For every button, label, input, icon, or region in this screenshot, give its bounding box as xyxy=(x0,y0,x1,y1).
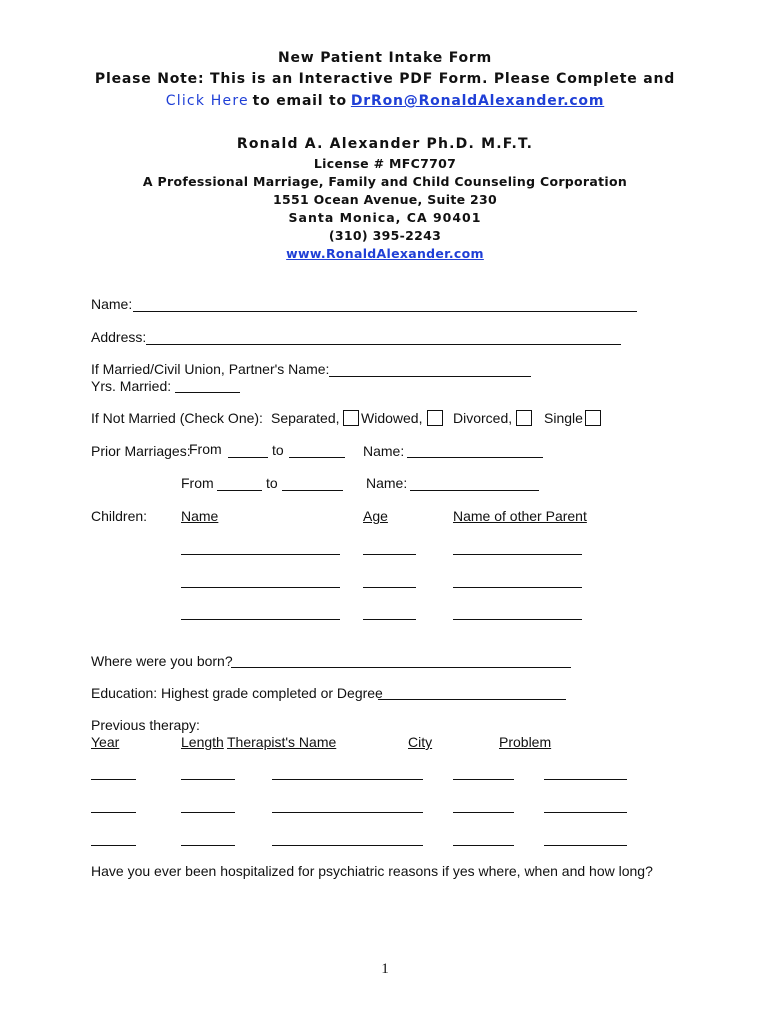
therapy-therapist-header: Therapist's Name xyxy=(227,734,337,750)
hospitalized-question: Have you ever been hospitalized for psychiatric reasons if yes where, when and how long? xyxy=(91,863,653,879)
therapy-city-field-1[interactable] xyxy=(453,779,514,780)
prior-name-label-2: Name: xyxy=(366,475,408,491)
education-label: Education: Highest grade completed or Degree xyxy=(91,685,383,701)
therapy-therapist-field-2[interactable] xyxy=(272,812,423,813)
doctor-name: Ronald A. Alexander Ph.D. M.F.T. xyxy=(236,136,534,152)
therapy-year-field-3[interactable] xyxy=(91,845,136,846)
therapy-problem-field-2[interactable] xyxy=(544,812,627,813)
child-age-field-2[interactable] xyxy=(363,587,416,588)
single-checkbox[interactable] xyxy=(585,410,601,426)
child-name-field-2[interactable] xyxy=(181,587,340,588)
partner-name-field[interactable] xyxy=(329,376,531,377)
child-age-field-3[interactable] xyxy=(363,619,416,620)
previous-therapy-label: Previous therapy: xyxy=(91,717,200,733)
license-number: License # MFC7707 xyxy=(313,156,457,171)
prior-to-label-1: to xyxy=(272,442,284,458)
divorced-label: Divorced, xyxy=(453,410,513,426)
children-name-header: Name xyxy=(181,508,219,524)
form-note: Please Note: This is an Interactive PDF Form. Please Complete and xyxy=(94,71,676,87)
city-state-zip: Santa Monica, CA 90401 xyxy=(288,210,482,225)
separated-label: Separated, xyxy=(271,410,340,426)
prior-from-field-1[interactable] xyxy=(228,457,268,458)
therapy-city-field-2[interactable] xyxy=(453,812,514,813)
therapy-length-field-1[interactable] xyxy=(181,779,235,780)
child-parent-field-2[interactable] xyxy=(453,587,582,588)
years-married-label: Yrs. Married: xyxy=(91,378,172,394)
therapy-problem-field-3[interactable] xyxy=(544,845,627,846)
prior-from-label-2: From xyxy=(181,475,214,491)
address-field[interactable] xyxy=(146,344,621,345)
prior-name-label-1: Name: xyxy=(363,443,405,459)
not-married-label: If Not Married (Check One): xyxy=(91,410,263,426)
divorced-checkbox[interactable] xyxy=(516,410,532,426)
child-parent-field-3[interactable] xyxy=(453,619,582,620)
prior-from-label-1: From xyxy=(189,441,222,457)
prior-to-field-2[interactable] xyxy=(282,490,343,491)
therapy-year-header: Year xyxy=(91,734,120,750)
therapy-length-header: Length xyxy=(181,734,224,750)
single-label: Single xyxy=(544,410,583,426)
children-label: Children: xyxy=(91,508,148,524)
therapy-therapist-field-1[interactable] xyxy=(272,779,423,780)
birthplace-label: Where were you born? xyxy=(91,653,233,669)
children-parent-header: Name of other Parent xyxy=(453,508,587,524)
widowed-label: Widowed, xyxy=(361,410,423,426)
therapy-city-field-3[interactable] xyxy=(453,845,514,846)
therapy-length-field-2[interactable] xyxy=(181,812,235,813)
therapy-therapist-field-3[interactable] xyxy=(272,845,423,846)
corporation-name: A Professional Marriage, Family and Child Counseling Corporation xyxy=(142,174,628,189)
prior-to-field-1[interactable] xyxy=(289,457,345,458)
phone-number: (310) 395-2243 xyxy=(328,228,442,243)
prior-from-field-2[interactable] xyxy=(217,490,262,491)
hospitalized-answer-area[interactable] xyxy=(0,885,770,945)
partner-name-label: If Married/Civil Union, Partner's Name: xyxy=(91,361,330,377)
years-married-field[interactable] xyxy=(175,392,240,393)
street-address: 1551 Ocean Avenue, Suite 230 xyxy=(272,192,498,207)
name-label: Name: xyxy=(91,296,133,312)
child-parent-field-1[interactable] xyxy=(453,554,582,555)
therapy-city-header: City xyxy=(408,734,433,750)
therapy-length-field-3[interactable] xyxy=(181,845,235,846)
therapy-year-field-2[interactable] xyxy=(91,812,136,813)
email-line xyxy=(0,92,770,109)
click-here-link[interactable]: Click Here xyxy=(165,93,249,109)
therapy-problem-field-1[interactable] xyxy=(544,779,627,780)
form-title: New Patient Intake Form xyxy=(278,50,492,66)
website-link[interactable]: www.RonaldAlexander.com xyxy=(286,246,484,261)
prior-name-field-2[interactable] xyxy=(410,490,539,491)
prior-name-field-1[interactable] xyxy=(407,457,543,458)
birthplace-field[interactable] xyxy=(231,667,571,668)
child-name-field-3[interactable] xyxy=(181,619,340,620)
separated-checkbox[interactable] xyxy=(343,410,359,426)
name-field[interactable] xyxy=(133,311,637,312)
widowed-checkbox[interactable] xyxy=(427,410,443,426)
page-number: 1 xyxy=(381,961,389,977)
education-field[interactable] xyxy=(378,699,566,700)
therapy-year-field-1[interactable] xyxy=(91,779,136,780)
to-email-text: to email to xyxy=(252,93,347,109)
email-link[interactable]: DrRon@RonaldAlexander.com xyxy=(350,93,605,109)
child-age-field-1[interactable] xyxy=(363,554,416,555)
child-name-field-1[interactable] xyxy=(181,554,340,555)
prior-to-label-2: to xyxy=(266,475,278,491)
prior-marriages-label: Prior Marriages: xyxy=(91,443,191,459)
address-label: Address: xyxy=(91,329,147,345)
therapy-problem-header: Problem xyxy=(499,734,552,750)
children-age-header: Age xyxy=(363,508,388,524)
